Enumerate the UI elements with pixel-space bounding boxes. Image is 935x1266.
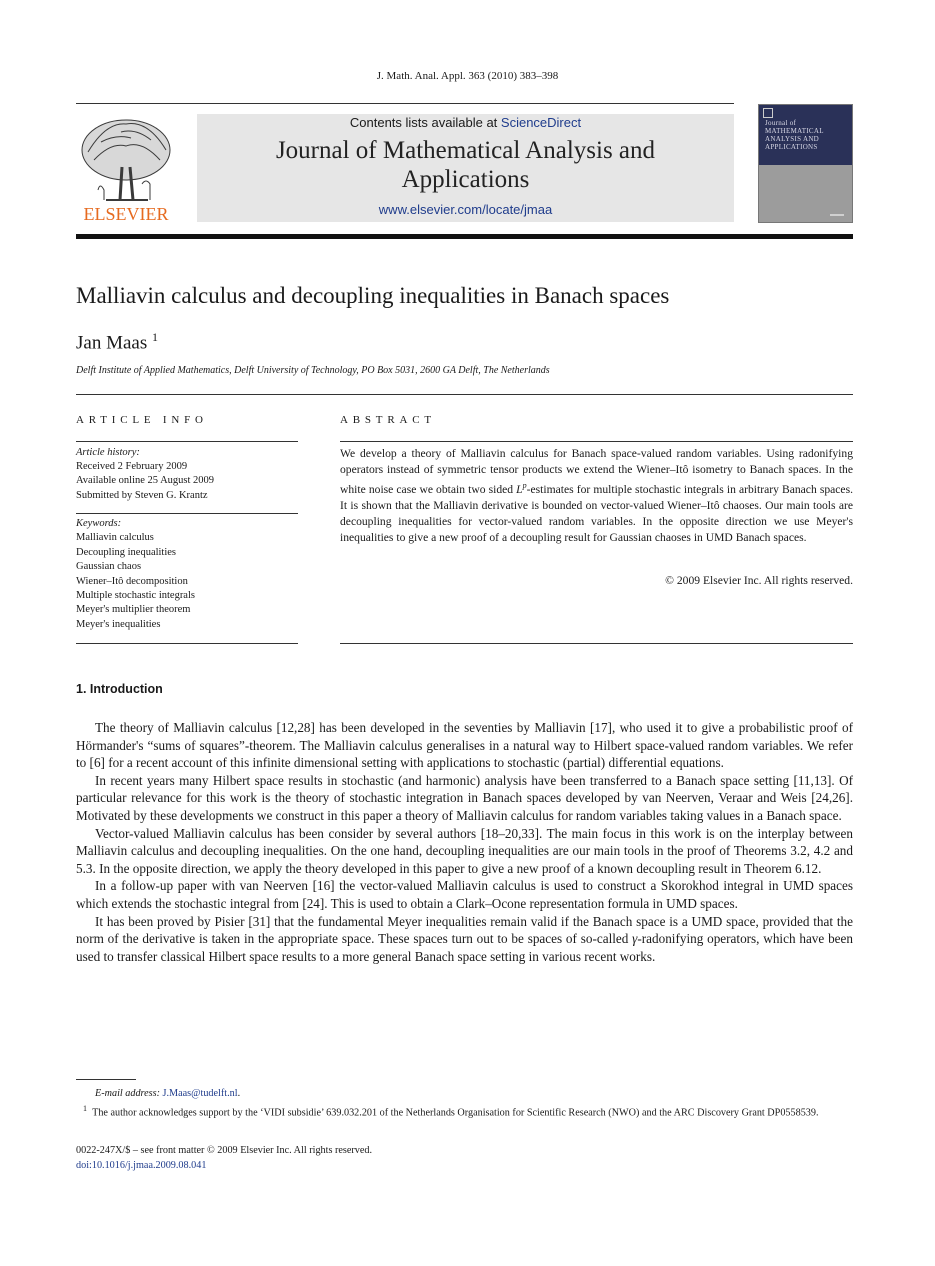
sciencedirect-link[interactable]: ScienceDirect [500, 115, 582, 130]
keyword-item: Meyer's inequalities [76, 618, 161, 630]
section-rule [76, 394, 853, 395]
history-submitted: Submitted by Steven G. Krantz [76, 489, 208, 501]
author-footnote-mark[interactable]: 1 [151, 330, 158, 344]
author-name: Jan Maas [76, 332, 148, 354]
cover-footer-mark [830, 214, 844, 216]
keyword-item: Gaussian chaos [76, 561, 142, 573]
abstract-part2: -estimates for multiple stochastic integrals in arbitrary Banach spaces. It is shown that the Malliavin derivative is bounded on vector-valued Wiener–Itô chaoses. Our main tools are decoupling inequalities for vector-valued random variables. In the opposite direction we use Meyer's inequalities to give a new proof of a decoupling result for Gaussian chaoses in UMD Banach spaces. [340, 482, 853, 544]
introduction-body [76, 719, 853, 965]
footnote-mark: 1 [83, 1104, 87, 1113]
elsevier-logo [76, 112, 176, 227]
p5-gamma: γ [632, 931, 638, 947]
abstract-math-l: L [516, 482, 523, 496]
journal-title-line1: Journal of Mathematical Analysis and [275, 137, 656, 164]
journal-header-box [197, 114, 734, 222]
issn-line: 0022-247X/$ – see front matter © 2009 Elsevier Inc. All rights reserved. [76, 1145, 373, 1156]
cover-title: Journal of MATHEMATICAL ANALYSIS AND APPLICATIONS [765, 119, 824, 151]
abstract-text [340, 446, 853, 546]
abstract-part1: We develop a theory of Malliavin calculus for Banach space-valued random variables. Using radonifying operators instead of symmetric tensor products we extend the Wiener–Itô isometry to Banach spaces. In the white noise case we obtain two sided [340, 447, 853, 496]
abstract-copyright: © 2009 Elsevier Inc. All rights reserved. [665, 574, 853, 587]
keyword-item: Multiple stochastic integrals [76, 590, 195, 602]
abstract-rule-top [340, 441, 853, 442]
keywords [76, 517, 298, 632]
info-rule-middle [76, 513, 298, 514]
email-link[interactable]: J.Maas@tudelft.nl [162, 1088, 238, 1099]
journal-title [197, 136, 734, 194]
cover-logo-icon [763, 108, 773, 118]
article-history [76, 446, 298, 503]
email-footnote: E-mail address: J.Maas@tudelft.nl. [95, 1088, 241, 1099]
history-label: Article history: [76, 447, 140, 458]
body-paragraph: The theory of Malliavin calculus [12,28] has been developed in the seventies by Malliavin [17], who used it to give a probabilistic proof of Hörmander's “sums of squares”-theorem. The Malliavin calculus generalises in a natural way to Hilbert space-valued random variables. We refer to [6] for a recent account of this infinite dimensional setting with applications to stochastic (partial) differential equations. [76, 720, 853, 771]
abstract-heading: ABSTRACT [340, 414, 436, 426]
body-paragraph [76, 913, 853, 966]
journal-cover-thumbnail [758, 104, 853, 223]
p5-part2: -radonifying operators, which have been used to transfer classical Hilbert space results to a more general Banach space setting in various recent works. [76, 931, 853, 964]
introduction-heading: 1. Introduction [76, 682, 163, 696]
keywords-label: Keywords: [76, 518, 122, 529]
doi-link[interactable]: doi:10.1016/j.jmaa.2009.08.041 [76, 1160, 207, 1171]
keyword-item: Wiener–Itô decomposition [76, 575, 188, 587]
article-title: Malliavin calculus and decoupling inequalities in Banach spaces [76, 283, 670, 308]
journal-citation: J. Math. Anal. Appl. 363 (2010) 383–398 [376, 70, 559, 82]
abstract-rule-bottom [340, 643, 853, 644]
body-paragraph: Vector-valued Malliavin calculus has been consider by several authors [18–20,33]. The main focus in this work is on the interplay between Malliavin calculus and decoupling inequalities. On the one hand, decoupling inequalities are our main tools in the proof of Theorems 3.2, 4.2 and 5.3. In the opposite direction, we apply the theory developed in this paper to give a new proof of a known decoupling result in Theorem 6.12. [76, 825, 853, 876]
keyword-item: Decoupling inequalities [76, 546, 177, 558]
keyword-item: Meyer's multiplier theorem [76, 604, 191, 616]
history-received: Received 2 February 2009 [76, 461, 188, 473]
author-line [76, 330, 158, 354]
info-rule-bottom [76, 643, 298, 644]
elsevier-tree-icon [76, 112, 176, 227]
journal-title-line2: Applications [401, 166, 530, 193]
keyword-item: Malliavin calculus [76, 532, 154, 544]
author-affiliation: Delft Institute of Applied Mathematics, Delft University of Technology, PO Box 5031, 2600 GA Delft, The Netherlands [76, 365, 550, 376]
email-label: E-mail address: [95, 1088, 160, 1099]
contents-line [197, 115, 734, 130]
info-rule-top [76, 441, 298, 442]
body-paragraph: In recent years many Hilbert space results in stochastic (and harmonic) analysis have been transferred to a Banach space setting [11,13]. Of particular relevance for this work is the theory of stochastic integration in Banach spaces developed by van Neerven, Veraar and Weis [24,26]. Motivated by these developments we construct in this paper a theory of Malliavin calculus for random variables taking values in a Banach space. [76, 772, 853, 823]
journal-url-link[interactable]: www.elsevier.com/locate/jmaa [378, 202, 553, 217]
cover-band [759, 105, 852, 165]
contents-prefix: Contents lists available at [349, 115, 501, 130]
footnotes [76, 1086, 853, 1120]
header-thick-rule [76, 234, 853, 239]
funding-footnote [76, 1101, 853, 1120]
front-matter [76, 1143, 372, 1173]
history-online: Available online 25 August 2009 [76, 475, 215, 487]
article-info-heading: ARTICLE INFO [76, 414, 208, 426]
footnote-rule [76, 1079, 136, 1080]
abstract-math-p: p [522, 481, 527, 490]
p5-part1: It has been proved by Pisier [31] that the fundamental Meyer inequalities remain valid if the Banach space is a UMD space, provided that the norm of the derivative is taken in the appropriate space. These spaces turn out to be spaces of so-called [76, 913, 853, 947]
funding-text: The author acknowledges support by the ‘VIDI subsidie’ 639.032.201 of the Netherlands Organisation for Scientific Research (NWO) and the ARC Discovery Grant DP0558539. [92, 1107, 819, 1119]
body-paragraph: In a follow-up paper with van Neerven [16] the vector-valued Malliavin calculus is used to construct a Skorokhod integral in UMD spaces which extends the stochastic integral from [24]. This is used to obtain a Clark–Ocone representation formula in UMD spaces. [76, 878, 853, 911]
publisher-name: ELSEVIER [83, 204, 169, 224]
header-top-rule [76, 103, 734, 104]
